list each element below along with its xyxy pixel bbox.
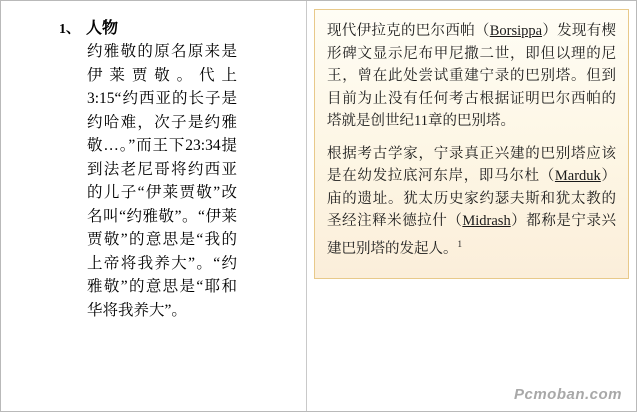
note-p1-text-b: ）发现有楔形碑文显示尼布甲尼撒二世，即但以理的尼王，曾在此处尝试重建宁录的巴别塔。但到目前为止没有任何考古根据证明巴尔西帕的塔就是创世纪11章的巴别塔。 — [327, 23, 617, 129]
note-p2-text-a: 根据考古学家，宁录真正兴建的巴别塔应该是在幼发拉底河东岸，即马尔杜（ — [327, 145, 616, 184]
note-p1-term-borsippa: Borsippa — [489, 23, 543, 39]
note-p2-text-b: ）庙的遗址。犹太历史家约瑟夫斯和犹太教的圣经注释米德拉什（ — [327, 168, 617, 229]
note-p1-text-a: 现代伊拉克的巴尔西帕（ — [327, 23, 490, 39]
footnote-marker: 1 — [457, 238, 462, 249]
section-heading — [59, 15, 292, 38]
left-text-column — [1, 1, 307, 411]
note-p2-term-midrash: Midrash — [462, 213, 511, 229]
note-p2-term-marduk: Marduk — [554, 168, 601, 184]
note-paragraph-1 — [327, 20, 616, 133]
watermark-label: Pcmoban.com — [513, 386, 622, 403]
left-body-paragraph: 约雅敬的原名原来是伊莱贾敬。代上3:15“约西亚的长子是约哈难，次子是约雅敬…。”而王下23:34提到法老尼哥将约西亚的儿子“伊莱贾敬”改名叫“约雅敬”。“伊莱贾敬”的意思是“我的上帝将我养大”。“约雅敬”的意思是“耶和华将我养大”。 — [87, 43, 237, 319]
note-paragraph-2 — [327, 143, 616, 260]
heading-number: 1、 — [59, 22, 80, 37]
note-p2-text-c: ）都称是宁录兴建巴别塔的发起人。 — [327, 213, 617, 257]
heading-title: 人物 — [86, 20, 119, 37]
highlighted-note-box — [314, 9, 629, 279]
